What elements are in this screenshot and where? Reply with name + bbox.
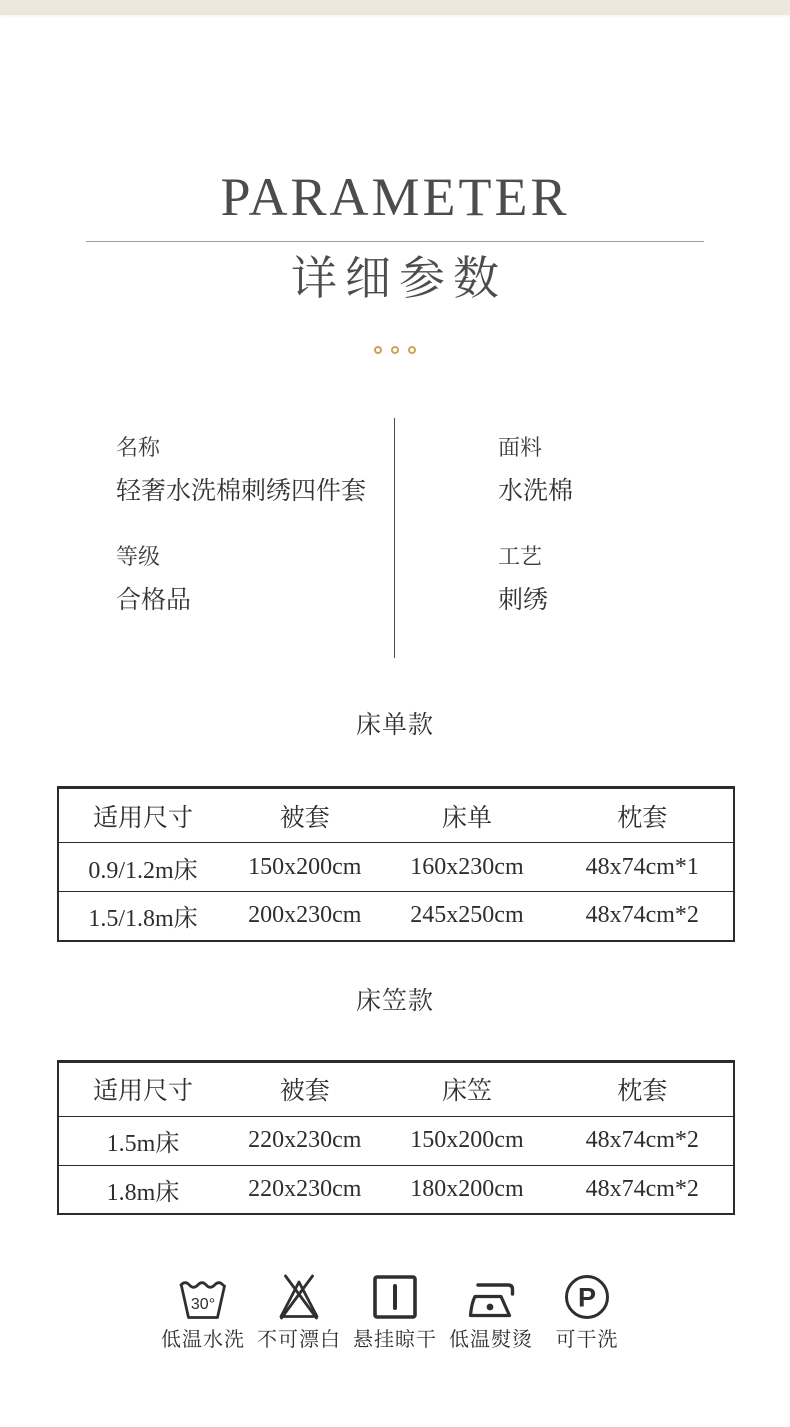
specs-column-left — [116, 435, 366, 653]
spec-value: 水洗棉 — [498, 478, 574, 505]
col-header-pillowcase: 枕套 — [617, 1078, 668, 1105]
no-bleach-icon — [255, 1273, 343, 1321]
spec-grade — [116, 544, 366, 616]
table-header-row — [58, 788, 734, 843]
hang-dry-icon — [351, 1273, 439, 1321]
decorative-dots — [0, 346, 790, 354]
spec-fabric — [498, 435, 573, 507]
cell-pillowcase: 48x74cm*1 — [551, 843, 734, 892]
col-header-size: 适用尺寸 — [92, 804, 193, 832]
col-header-pillowcase: 枕套 — [617, 804, 668, 832]
cell-size: 0.9/1.2m床 — [58, 843, 227, 892]
care-item-bleach — [255, 1273, 343, 1352]
care-label: 低温水洗 — [161, 1329, 245, 1351]
size-table-fitted-style — [57, 1060, 735, 1216]
table-title-sheet-style: 床单款 — [355, 712, 434, 739]
care-label: 悬挂晾干 — [353, 1329, 437, 1351]
cell-pillowcase: 48x74cm*2 — [551, 1116, 734, 1165]
spec-label: 面料 — [498, 435, 543, 460]
dot-icon — [408, 346, 416, 354]
col-header-fitted-sheet: 床笠 — [441, 1078, 492, 1105]
table-header-row — [58, 1061, 734, 1116]
cell-duvet-cover: 220x230cm — [227, 1116, 382, 1165]
cell-size: 1.8m床 — [58, 1165, 227, 1214]
care-instructions-row — [0, 1273, 790, 1352]
cell-size: 1.5/1.8m床 — [58, 892, 227, 941]
table-row — [58, 843, 734, 892]
page-title-chinese: 详细参数 — [291, 253, 507, 304]
care-label: 不可漂白 — [257, 1329, 341, 1351]
cell-sheet: 245x250cm — [382, 892, 551, 941]
svg-text:P: P — [577, 1282, 597, 1313]
cell-sheet: 160x230cm — [382, 843, 551, 892]
wash-30-icon — [159, 1273, 247, 1321]
care-label: 可干洗 — [555, 1329, 619, 1351]
spec-label: 等级 — [116, 544, 161, 569]
page-header — [0, 167, 790, 354]
spec-value: 轻奢水洗棉刺绣四件套 — [116, 478, 367, 505]
page-title-english: PARAMETER — [220, 167, 570, 227]
spec-label: 名称 — [116, 435, 161, 460]
col-header-sheet: 床单 — [441, 804, 492, 832]
table-row — [58, 1165, 734, 1214]
product-specs-section — [0, 418, 790, 658]
top-banner-strip — [0, 0, 790, 15]
cell-duvet-cover: 150x200cm — [227, 843, 382, 892]
care-item-wash — [159, 1273, 247, 1352]
col-header-duvet-cover: 被套 — [279, 1078, 330, 1105]
cell-fitted-sheet: 150x200cm — [382, 1116, 551, 1165]
cell-size: 1.5m床 — [58, 1116, 227, 1165]
col-header-duvet-cover: 被套 — [279, 804, 330, 832]
cell-pillowcase: 48x74cm*2 — [551, 892, 734, 941]
spec-name — [116, 435, 366, 507]
spec-value: 刺绣 — [498, 587, 549, 614]
cell-duvet-cover: 200x230cm — [227, 892, 382, 941]
specs-vertical-divider — [394, 418, 395, 658]
spec-craft — [498, 544, 573, 616]
care-item-dryclean — [543, 1273, 631, 1352]
spec-label: 工艺 — [498, 544, 543, 569]
dot-icon — [374, 346, 382, 354]
table-row — [58, 1116, 734, 1165]
col-header-size: 适用尺寸 — [92, 1078, 193, 1105]
cell-fitted-sheet: 180x200cm — [382, 1165, 551, 1214]
table-title-fitted-style: 床笠款 — [355, 987, 434, 1015]
dry-clean-icon — [543, 1273, 631, 1321]
svg-text:30°: 30° — [190, 1296, 216, 1313]
care-item-dry — [351, 1273, 439, 1352]
cell-duvet-cover: 220x230cm — [227, 1165, 382, 1214]
size-table-sheet-style — [57, 786, 735, 942]
spec-value: 合格品 — [116, 587, 192, 614]
specs-column-right — [498, 435, 573, 653]
table-row — [58, 892, 734, 941]
care-item-iron — [447, 1273, 535, 1352]
iron-low-icon — [447, 1273, 535, 1321]
cell-pillowcase: 48x74cm*2 — [551, 1165, 734, 1214]
dot-icon — [391, 346, 399, 354]
care-label: 低温熨烫 — [449, 1329, 533, 1351]
header-divider-line — [86, 241, 704, 242]
